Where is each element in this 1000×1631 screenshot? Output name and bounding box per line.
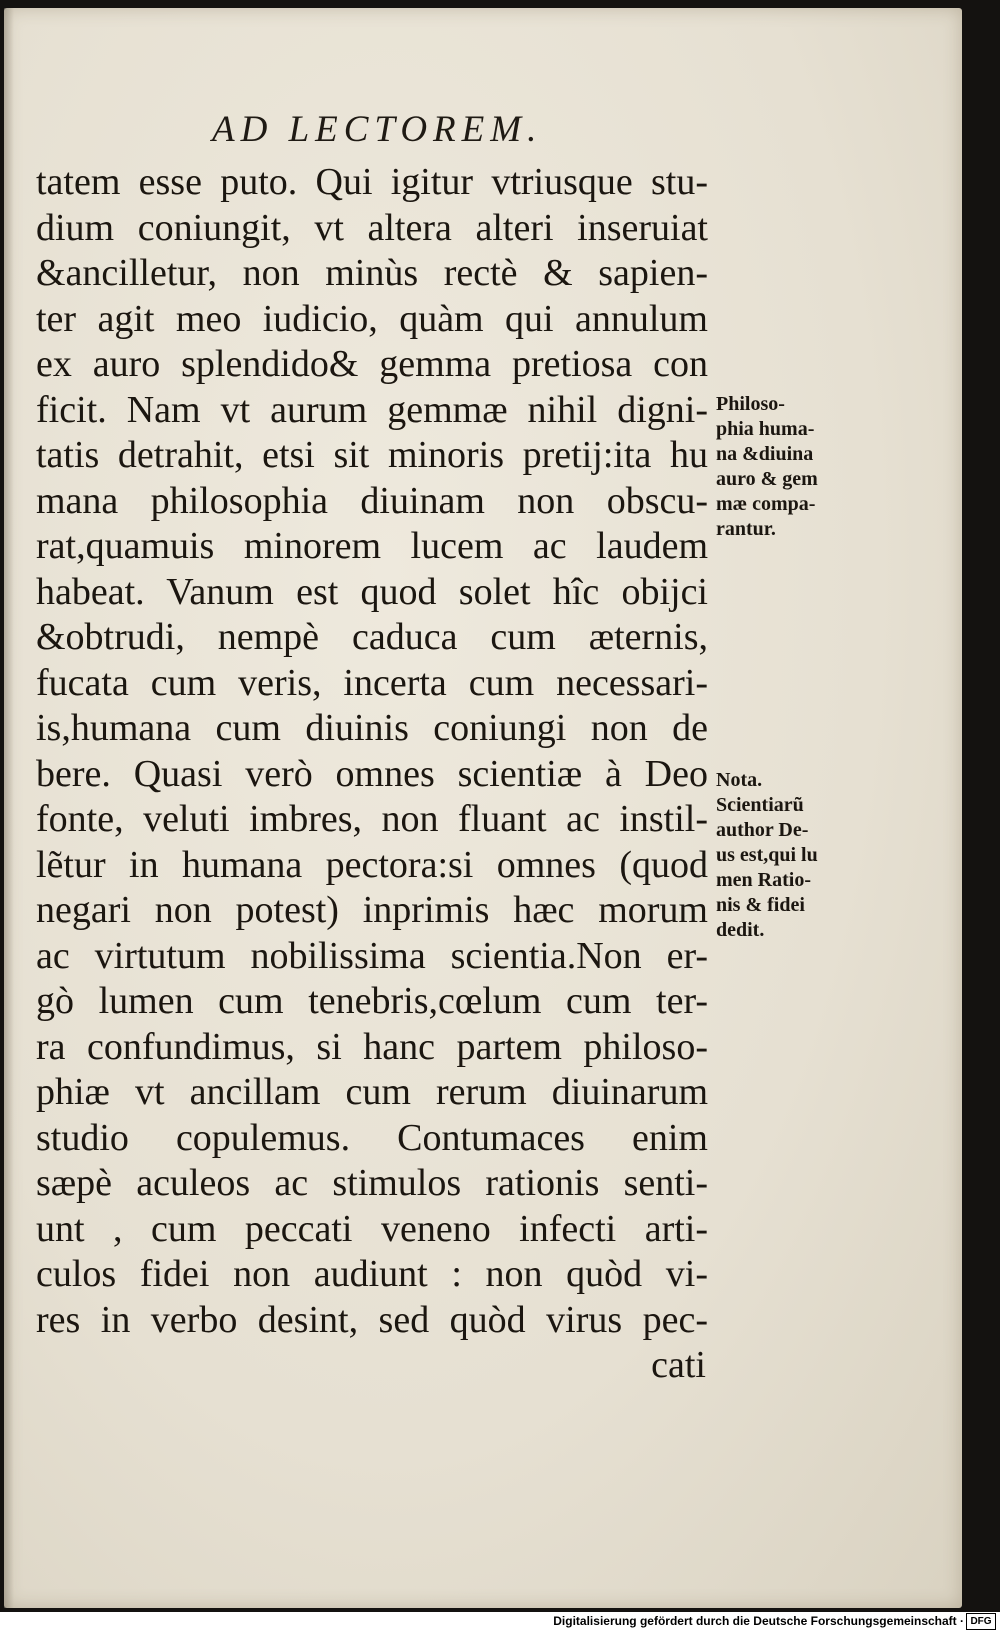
text-line: cati <box>651 1344 706 1386</box>
text-line: fonte, veluti imbres, non fluant ac instil- <box>36 798 708 840</box>
marginal-note-line: phia huma- <box>716 418 815 440</box>
marginal-note-line: nis & fidei <box>716 894 805 916</box>
text-line: rat,quamuis minorem lucem ac laudem <box>36 525 708 567</box>
text-line: gò lumen cum tenebris,cœlum cum ter- <box>36 980 708 1022</box>
marginal-note-line: Nota. <box>716 769 763 791</box>
text-line: ter agit meo iudicio, quàm qui annulum <box>36 297 708 340</box>
footer-credit: Digitalisierung gefördert durch die Deutsche Forschungsgemeinschaft · <box>553 1614 964 1628</box>
text-line: culos fidei non audiunt : non quòd vi- <box>36 1253 708 1295</box>
text-line: &obtrudi, nempè caduca cum æternis, <box>36 616 708 658</box>
marginal-note-line: Scientiarũ <box>716 794 804 816</box>
body-text <box>36 160 708 1389</box>
marginal-note-line: auro & gem <box>716 468 818 490</box>
text-line: res in verbo desint, sed quòd virus pec- <box>36 1298 708 1341</box>
text-line: dium coniungit, vt altera alteri inseruiat <box>36 206 708 249</box>
text-line: ficit. Nam vt aurum gemmæ nihil digni- <box>36 388 708 431</box>
text-line: tatem esse puto. Qui igitur vtriusque stu- <box>36 161 708 203</box>
marginal-note-nota <box>716 768 866 943</box>
marginal-note-line: us est,qui lu <box>716 844 818 866</box>
text-line: negari non potest) inprimis hæc morum <box>36 889 708 931</box>
text-line: fucata cum veris, incerta cum necessari- <box>36 661 708 704</box>
text-line: studio copulemus. Contumaces enim <box>36 1116 708 1159</box>
marginal-note-line: mæ compa- <box>716 493 816 515</box>
text-line: &ancilletur, non minùs rectè & sapien- <box>36 252 708 294</box>
page-gutter-shadow <box>4 8 14 1608</box>
running-head: AD LECTOREM. <box>212 109 543 150</box>
text-line: lẽtur in humana pectora:si omnes (quod <box>36 843 708 886</box>
text-line: bere. Quasi verò omnes scientiæ à Deo <box>36 752 708 795</box>
text-line: ac virtutum nobilissima scientia.Non er- <box>36 934 708 977</box>
marginal-note-line: rantur. <box>716 518 776 540</box>
marginal-note-line: author De- <box>716 819 809 841</box>
text-line: unt , cum peccati veneno infecti arti- <box>36 1207 708 1250</box>
marginal-note-philosophia <box>716 392 866 542</box>
marginal-note-line: Philoso- <box>716 393 785 415</box>
marginal-note-line: men Ratio- <box>716 869 811 891</box>
text-line: ex auro splendido& gemma pretiosa con <box>36 343 708 385</box>
text-line: phiæ vt ancillam cum rerum diuinarum <box>36 1071 708 1113</box>
text-line: mana philosophia diuinam non obscu- <box>36 479 708 522</box>
text-line: habeat. Vanum est quod solet hîc obijci <box>36 570 708 613</box>
text-line: sæpè aculeos ac stimulos rationis senti- <box>36 1162 708 1204</box>
text-line: ra confundimus, si hanc partem philoso- <box>36 1025 708 1068</box>
marginal-note-line: dedit. <box>716 919 765 941</box>
dfg-logo: DFG <box>966 1613 996 1630</box>
text-line: is,humana cum diuinis coniungi non de <box>36 707 708 749</box>
text-line: tatis detrahit, etsi sit minoris pretij:ita hu <box>36 434 708 476</box>
marginal-note-line: na &diuina <box>716 443 814 465</box>
